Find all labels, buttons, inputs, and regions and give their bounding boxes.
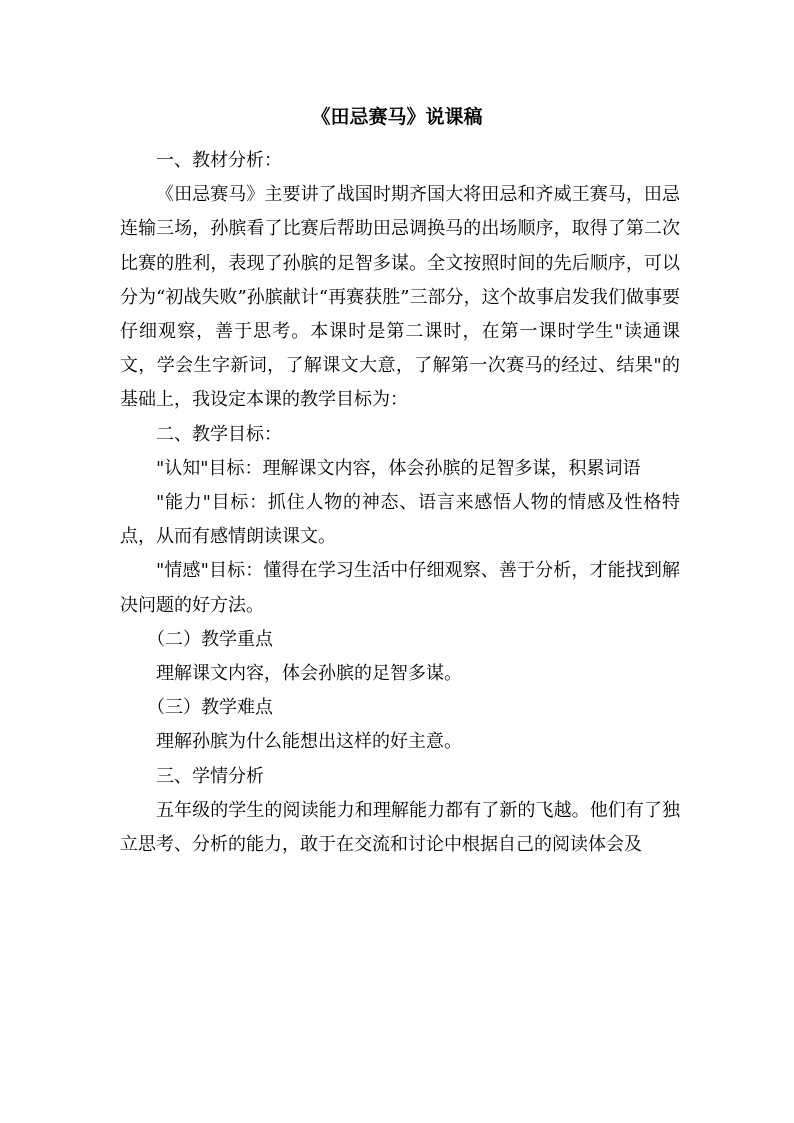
paragraph-ability-goal: "能力"目标：抓住人物的神态、语言来感悟人物的情感及性格特点，从而有感情朗读课文。: [120, 492, 680, 548]
document-body: [120, 144, 680, 862]
page-title: 《田忌赛马》说课稿: [311, 106, 483, 128]
paragraph-cognitive-goal: "认知"目标：理解课文内容，体会孙膑的足智多谋，积累词语: [156, 457, 641, 479]
subheading-teaching-difficulty: （三）教学难点: [147, 697, 273, 719]
paragraph-learner-analysis: 五年级的学生的阅读能力和理解能力都有了新的飞越。他们有了独立思考、分析的能力，敢于在交流和讨论中根据自己的阅读体会及: [120, 799, 680, 856]
section-heading-learner-analysis: 三、学情分析: [156, 765, 264, 787]
subheading-teaching-focus: （二）教学重点: [147, 628, 273, 650]
section-heading-material-analysis: 一、教材分析：: [156, 150, 282, 171]
paragraph-material-analysis: 《田忌赛马》主要讲了战国时期齐国大将田忌和齐威王赛马，田忌连输三场，孙膑看了比赛后帮助田忌调换马的出场顺序，取得了第二次比赛的胜利，表现了孙膑的足智多谋。全文按照时间的先后顺序，可以分为“初战失败”孙膑献计“再赛获胜”三部分，这个故事启发我们做事要仔细观察，善于思考。本课时是第二课时，在第一课时学生"读通课文，学会生字新词，了解课文大意，了解第一次赛马的经过、结果"的基础上，我设定本课的教学目标为：: [120, 184, 680, 411]
paragraph-teaching-focus: 理解课文内容，体会孙膑的足智多谋。: [156, 663, 462, 685]
paragraph-teaching-difficulty: 理解孙膑为什么能想出这样的好主意。: [156, 731, 462, 753]
section-heading-teaching-goals: 二、教学目标：: [156, 423, 282, 445]
paragraph-emotion-goal: "情感"目标：懂得在学习生活中仔细观察、善于分析，才能找到解决问题的好方法。: [120, 560, 680, 616]
